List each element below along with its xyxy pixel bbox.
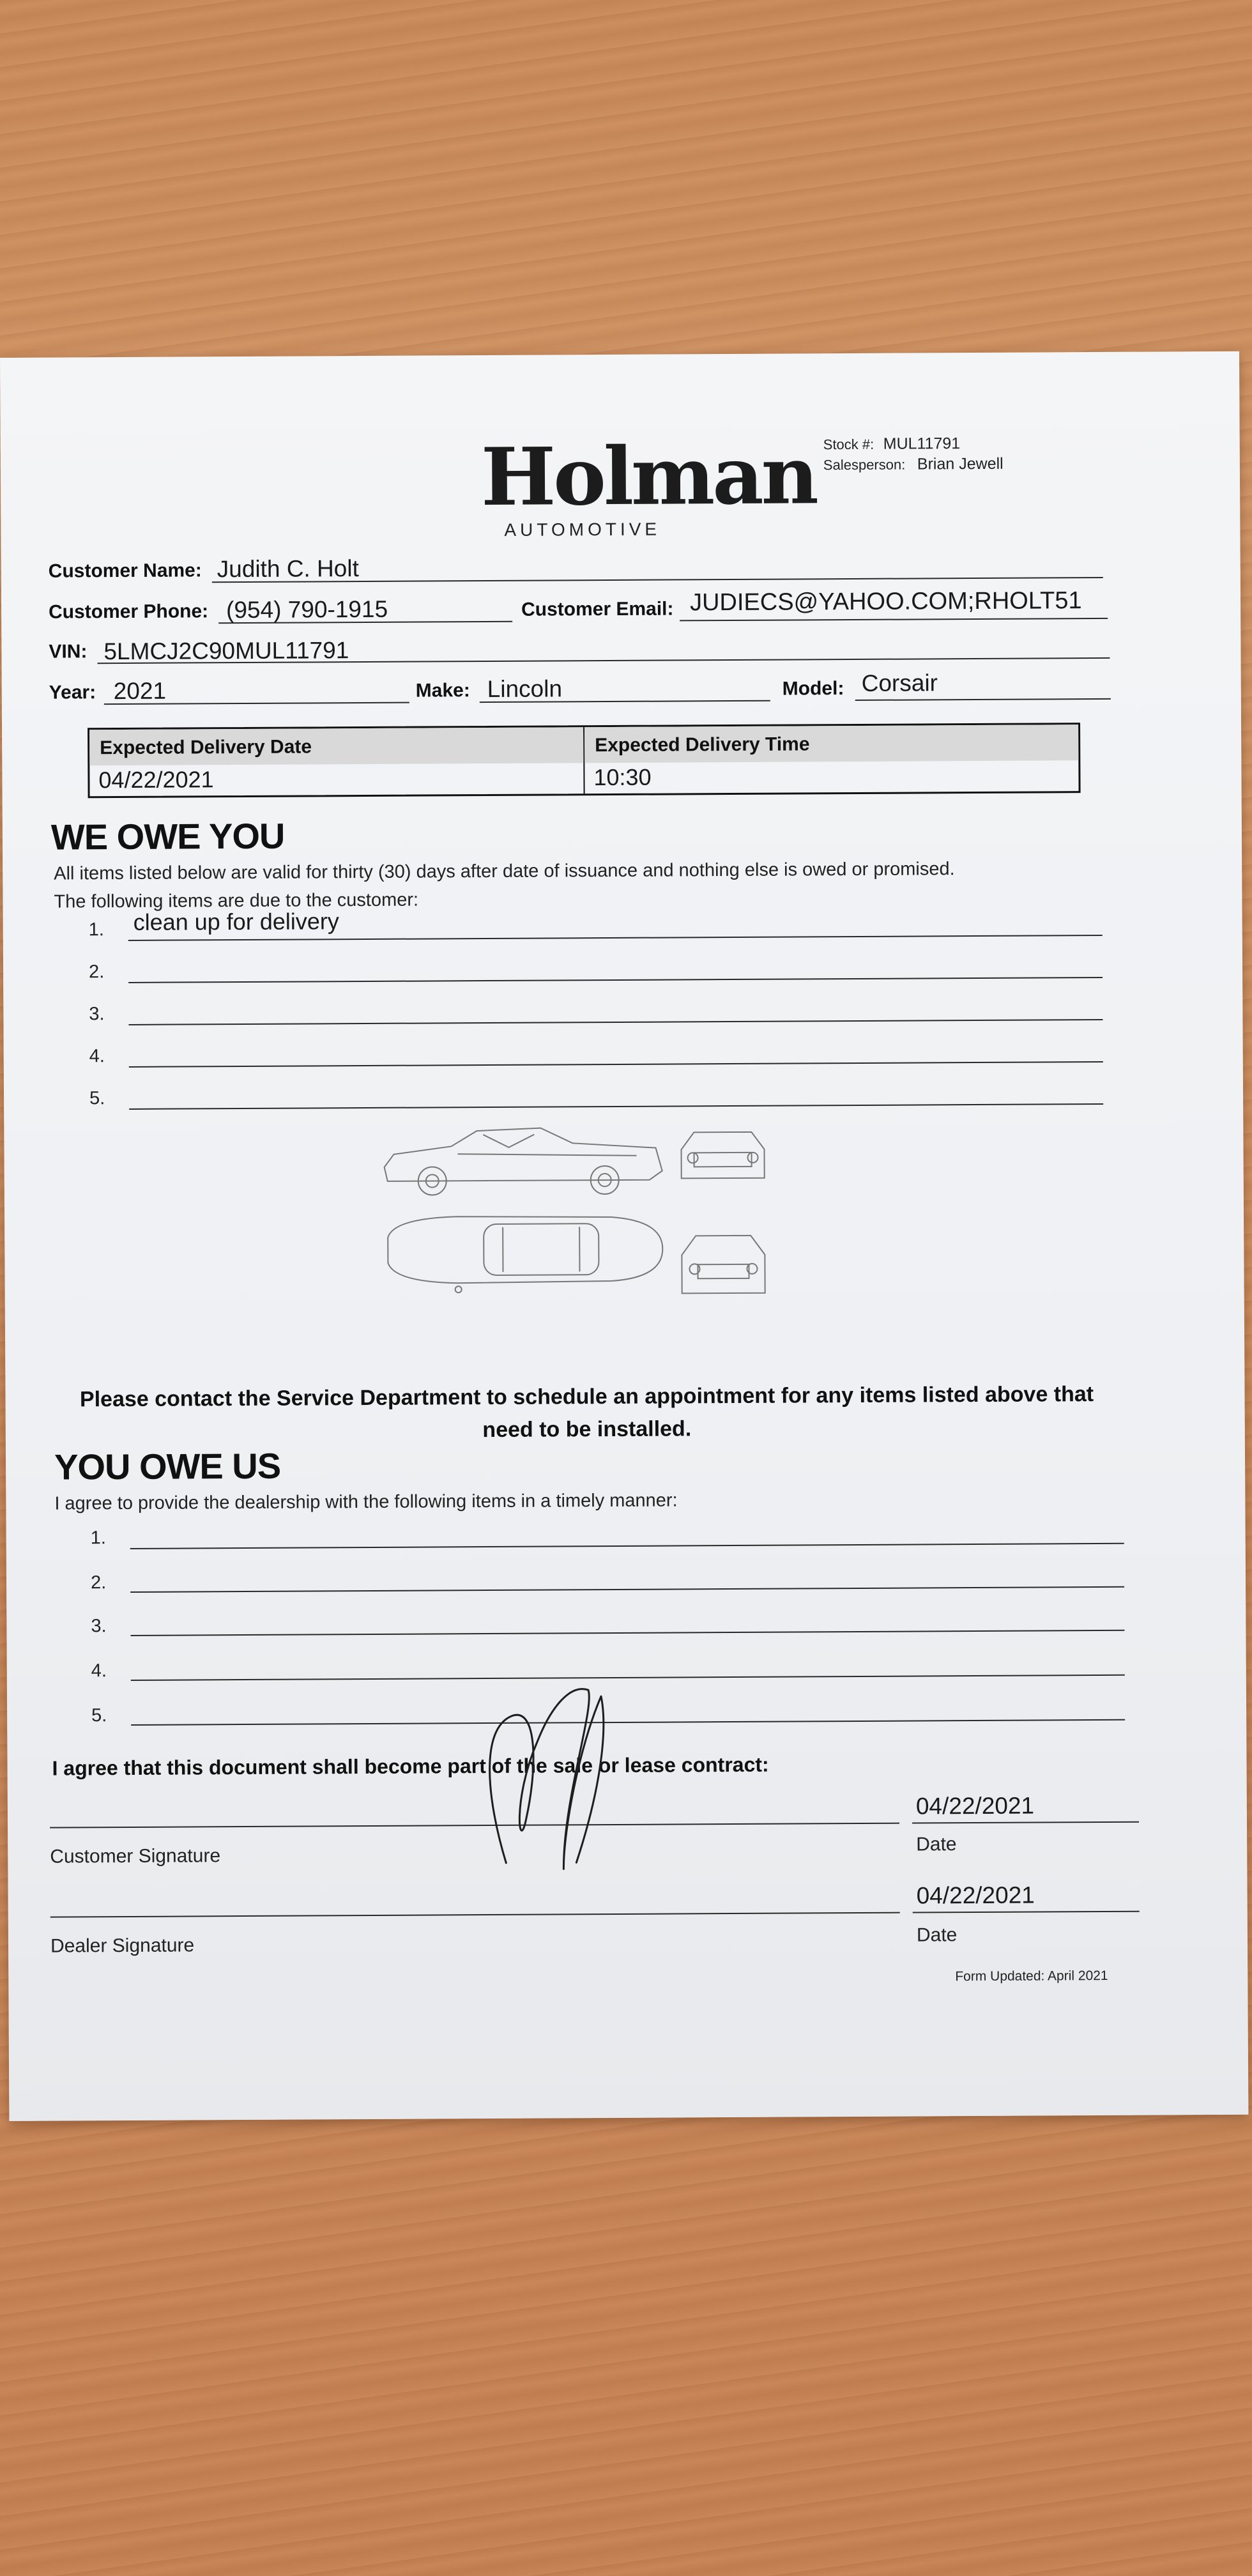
you-owe-item-line — [131, 1675, 1125, 1681]
customer-email-label: Customer Email: — [521, 598, 674, 620]
we-owe-item-number: 1. — [88, 919, 104, 940]
you-owe-item-line — [130, 1543, 1124, 1549]
customer-phone-label: Customer Phone: — [48, 601, 209, 623]
customer-email-value: JUDIECS@YAHOO.COM;RHOLT51 — [689, 587, 1082, 617]
company-logo: Holman — [480, 429, 817, 525]
dealer-date-line — [913, 1911, 1140, 1913]
dealer-date-label: Date — [916, 1924, 958, 1946]
form-paper — [0, 351, 1248, 2121]
you-owe-item-line — [130, 1586, 1124, 1593]
you-owe-item-line — [130, 1630, 1124, 1636]
we-owe-item-number: 5. — [89, 1088, 105, 1109]
dealer-date-value: 04/22/2021 — [916, 1882, 1035, 1909]
stock-value: MUL11791 — [883, 434, 961, 453]
you-owe-item-number: 3. — [91, 1616, 107, 1637]
customer-date-line — [912, 1821, 1139, 1824]
customer-date-label: Date — [916, 1834, 957, 1855]
form-updated-note: Form Updated: April 2021 — [955, 1968, 1108, 1984]
model-underline — [855, 698, 1111, 701]
make-value: Lincoln — [487, 675, 563, 703]
model-label: Model: — [782, 678, 844, 700]
customer-name-label: Customer Name: — [48, 560, 202, 582]
agreement-statement: I agree that this document shall become part of the sale or lease contract: — [52, 1752, 769, 1780]
we-owe-item-number: 3. — [89, 1004, 105, 1025]
vin-value: 5LMCJ2C90MUL11791 — [103, 637, 349, 665]
service-notice-line-1: Please contact the Service Department to schedule an appointment for any items listed above that — [79, 1382, 1094, 1412]
you-owe-item-number: 1. — [90, 1528, 106, 1549]
delivery-date-cell — [89, 727, 585, 796]
service-notice-line-2: need to be installed. — [482, 1416, 692, 1443]
customer-phone-value: (954) 790-1915 — [225, 595, 388, 624]
customer-email-underline — [680, 618, 1108, 622]
you-owe-intro-text: I agree to provide the dealership with the following items in a timely manner: — [54, 1490, 678, 1514]
you-owe-item-number: 5. — [91, 1705, 107, 1726]
delivery-date-value: 04/22/2021 — [98, 766, 214, 793]
you-owe-item-line — [131, 1719, 1125, 1726]
salesperson-label: Salesperson: — [823, 456, 906, 473]
you-owe-title: YOU OWE US — [54, 1445, 281, 1487]
delivery-date-header: Expected Delivery Date — [89, 727, 583, 765]
delivery-time-cell — [584, 724, 1079, 793]
handwritten-signature — [467, 1671, 622, 1882]
delivery-table — [88, 723, 1081, 798]
we-owe-item-line — [129, 1061, 1103, 1068]
customer-date-value: 04/22/2021 — [915, 1792, 1035, 1820]
you-owe-item-number: 4. — [91, 1660, 107, 1682]
year-label: Year: — [49, 682, 96, 703]
we-owe-item-line — [128, 977, 1103, 983]
model-value: Corsair — [861, 670, 938, 696]
customer-name-value: Judith C. Holt — [217, 555, 359, 583]
delivery-time-value: 10:30 — [593, 763, 652, 791]
service-notice — [43, 1378, 1130, 1449]
vin-label: VIN: — [49, 641, 88, 663]
dealer-signature-line — [50, 1912, 900, 1918]
make-label: Make: — [415, 680, 470, 702]
we-owe-item-number: 2. — [88, 962, 105, 983]
we-owe-intro-text: The following items are due to the customer: — [54, 889, 419, 912]
company-logo-subtitle: AUTOMOTIVE — [504, 519, 661, 540]
we-owe-title: WE OWE YOU — [50, 815, 285, 857]
we-owe-item-line — [129, 1103, 1103, 1110]
salesperson-value: Brian Jewell — [917, 454, 1004, 473]
we-owe-item-number: 4. — [89, 1046, 105, 1067]
year-value: 2021 — [113, 677, 167, 705]
we-owe-validity-text: All items listed below are valid for thirty (30) days after date of issuance and nothing else is owed or promised. — [54, 859, 955, 884]
customer-signature-label: Customer Signature — [50, 1845, 221, 1867]
you-owe-item-number: 2. — [90, 1572, 107, 1593]
dealer-signature-label: Dealer Signature — [50, 1935, 195, 1957]
delivery-time-header: Expected Delivery Time — [584, 724, 1078, 763]
we-owe-item-text: clean up for delivery — [133, 908, 339, 935]
we-owe-item-line — [128, 1019, 1103, 1025]
stock-label: Stock #: — [823, 436, 874, 453]
we-owe-item-line — [128, 935, 1103, 941]
car-diagram-icon — [381, 1120, 797, 1333]
